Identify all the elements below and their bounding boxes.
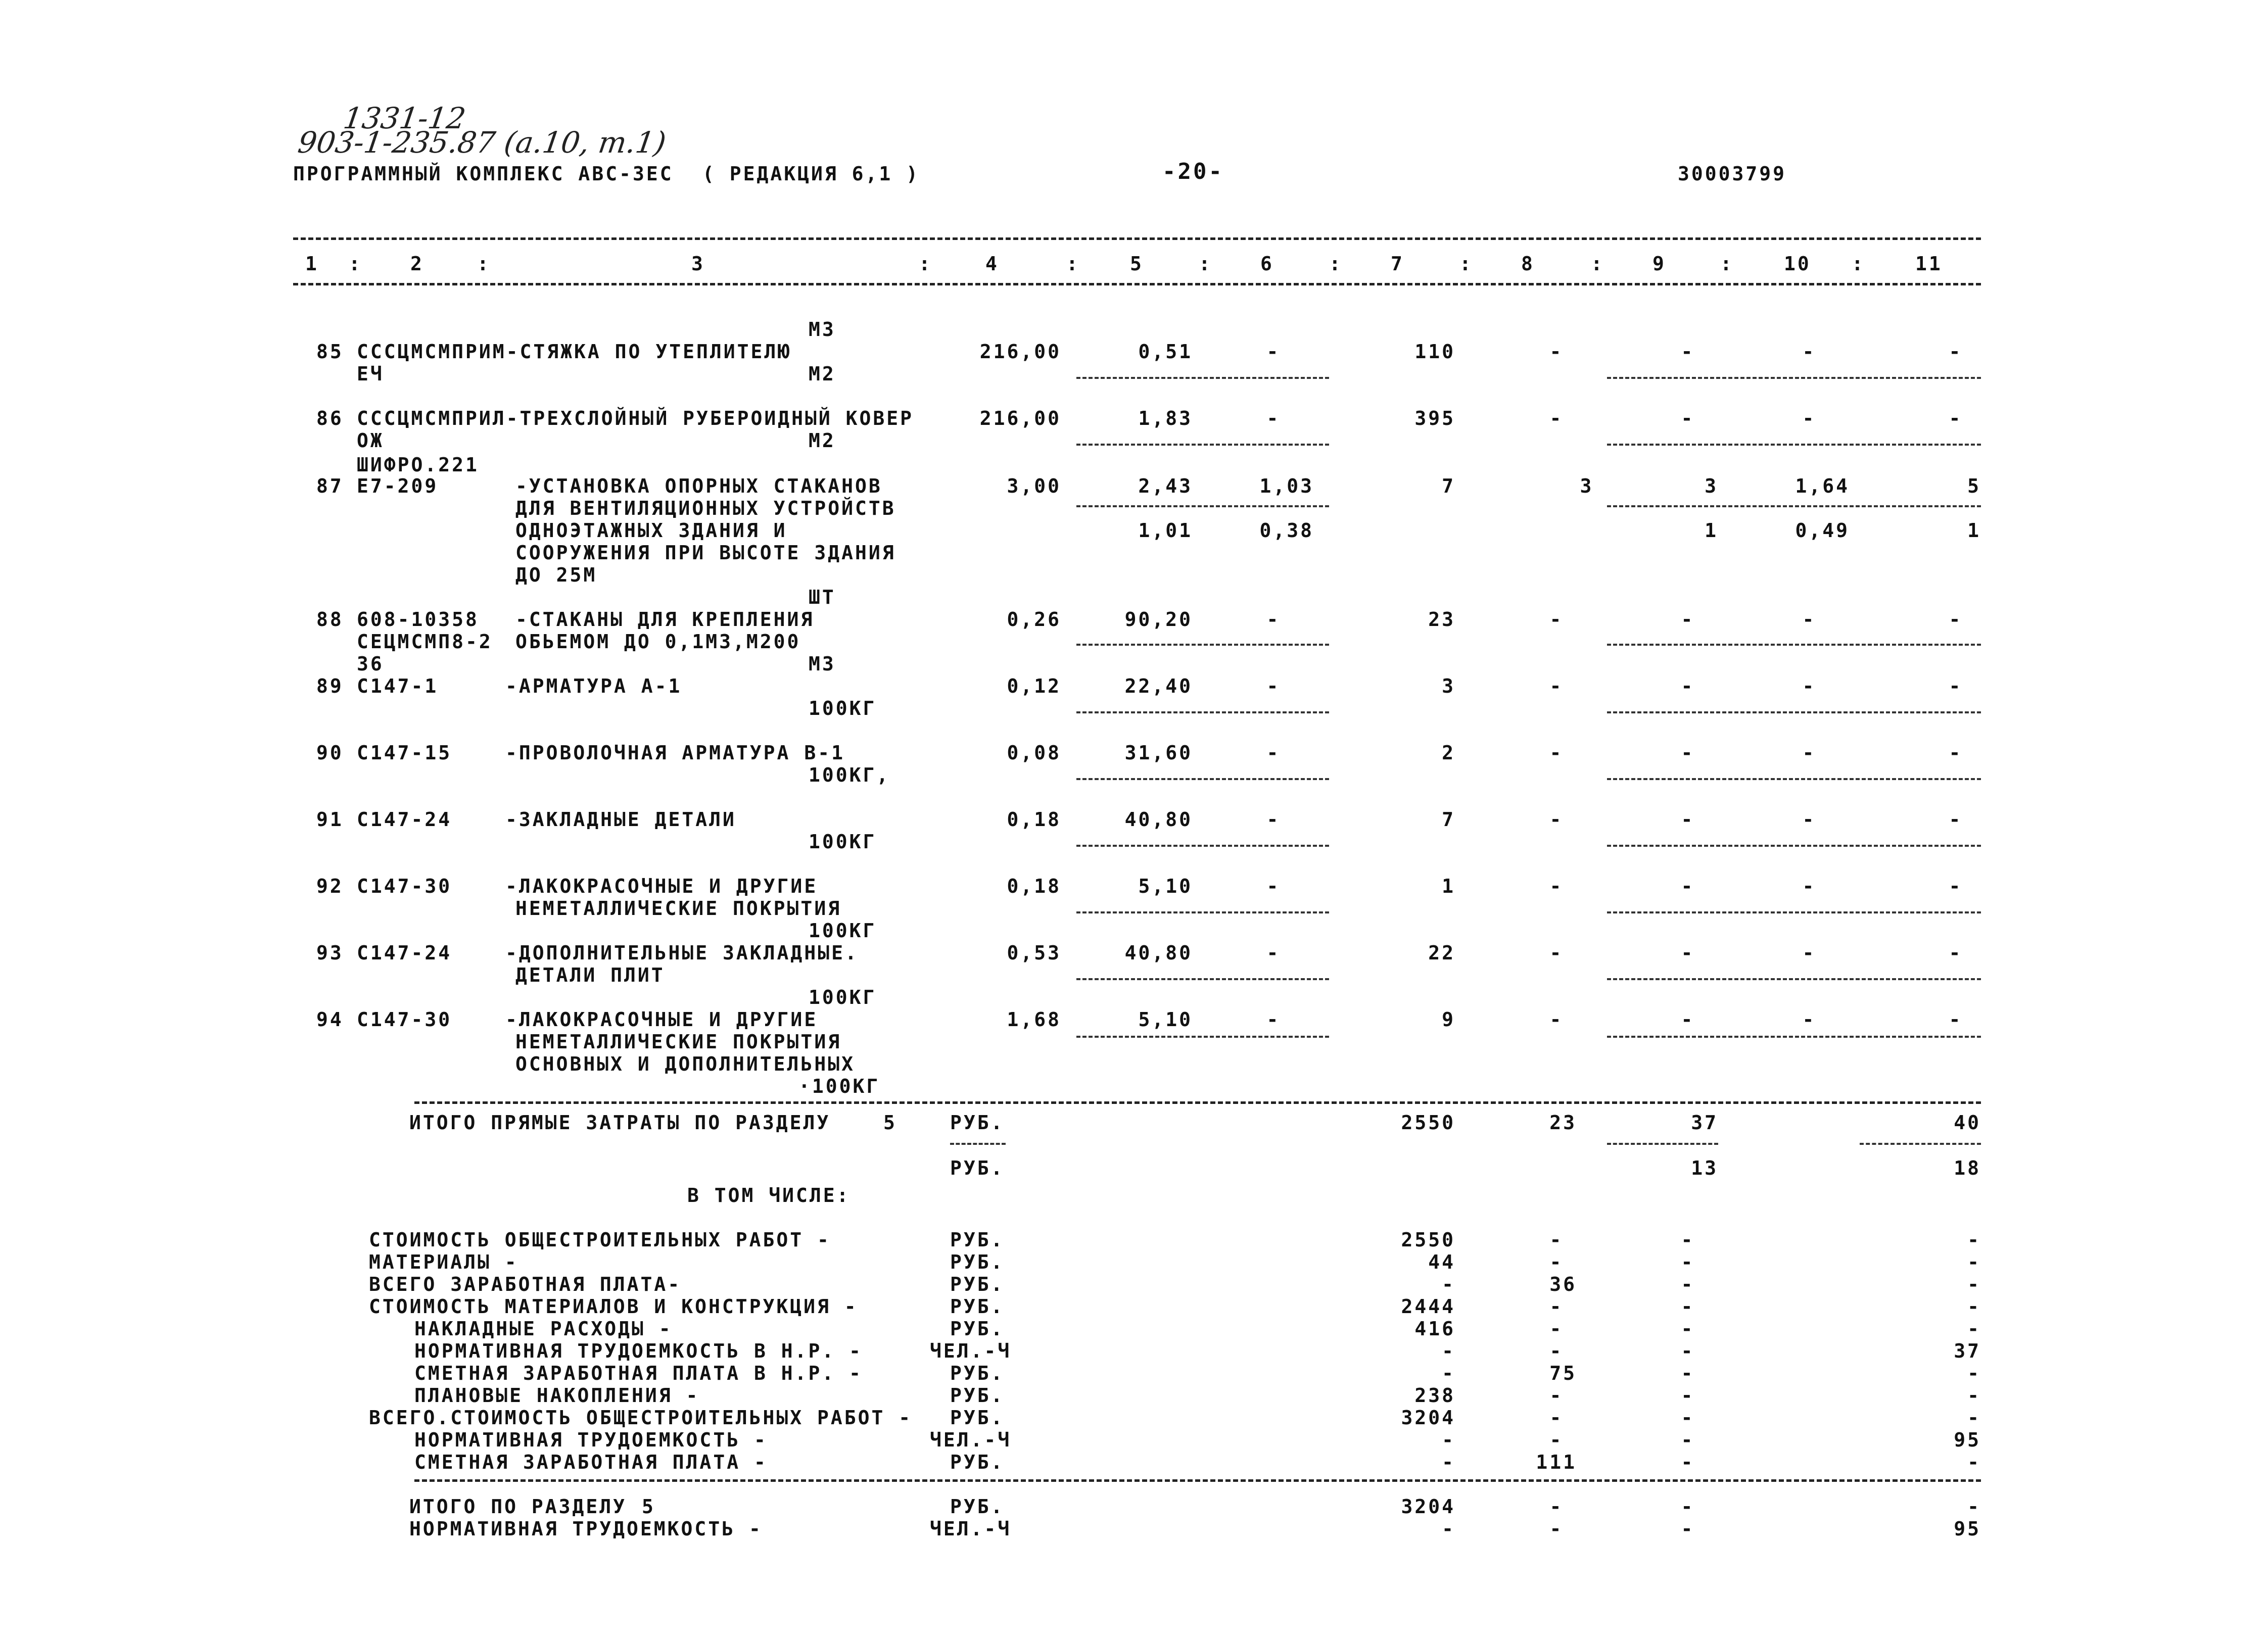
row-c11: - [1949, 942, 1963, 964]
row-code-cont: СЕЦМСМП8-2 [357, 631, 493, 653]
row-code: С147-24 [357, 808, 452, 831]
summary-unit: РУБ. [950, 1295, 1005, 1318]
summary-c7: 238 [1414, 1384, 1455, 1407]
row-desc: ДЛЯ ВЕНТИЛЯЦИОННЫХ УСТРОЙСТВ [515, 497, 896, 519]
norm-total-c9: - [1681, 1518, 1695, 1540]
row-c10: - [1802, 608, 1816, 631]
col-11: 11 [1915, 253, 1943, 275]
cell-rule [1076, 711, 1329, 713]
row-unit: ·100КГ [798, 1075, 880, 1097]
summary-c11: - [1967, 1384, 1981, 1407]
total-direct-unit-2: РУБ. [950, 1157, 1005, 1179]
summary-c9: - [1681, 1429, 1695, 1451]
summary-unit: РУБ. [950, 1318, 1005, 1340]
row-price: 90,20 [1124, 608, 1193, 631]
row-c7: 2 [1442, 742, 1455, 764]
row-desc: ОБЬЕМОМ ДО 0,1М3,М200 [515, 631, 801, 653]
row-price: 5,10 [1138, 875, 1193, 897]
row-price: 2,43 [1138, 475, 1193, 497]
row-c9: - [1681, 942, 1695, 964]
row-c7: 395 [1414, 407, 1455, 429]
row-c6: - [1266, 742, 1281, 764]
row-number: 92 [316, 875, 344, 897]
summary-c9: - [1681, 1407, 1695, 1429]
cell-rule [1076, 377, 1329, 379]
row-c8: - [1549, 875, 1564, 897]
summary-c9: - [1681, 1295, 1695, 1318]
row-c6: - [1266, 341, 1281, 363]
row-c11: - [1949, 608, 1963, 631]
cell-rule [950, 1143, 1006, 1145]
row-number: 89 [316, 675, 344, 697]
summary-unit: РУБ. [950, 1384, 1005, 1407]
row-price: 5,10 [1138, 1008, 1193, 1031]
col-sep: : [1720, 253, 1734, 275]
row-c8: - [1549, 942, 1564, 964]
row-qty: 0,18 [1007, 808, 1061, 831]
cell-rule [1607, 845, 1981, 847]
row-c8: - [1549, 675, 1564, 697]
summary-c11: - [1967, 1273, 1981, 1295]
row-c7: 7 [1442, 808, 1455, 831]
col-sep: : [1066, 253, 1080, 275]
row-c9: - [1681, 341, 1695, 363]
cell-rule [1607, 778, 1981, 780]
row-unit: М2 [809, 363, 836, 385]
row-c7: 1 [1442, 875, 1455, 897]
row-c11: - [1949, 675, 1963, 697]
col-8: 8 [1521, 253, 1535, 275]
summary-c11: - [1967, 1362, 1981, 1384]
col-4: 4 [985, 253, 999, 275]
summary-c8: - [1549, 1384, 1564, 1407]
total-direct-label: ИТОГО ПРЯМЫЕ ЗАТРАТЫ ПО РАЗДЕЛУ [409, 1112, 831, 1134]
row-unit: 100КГ [809, 831, 877, 853]
section-total-unit: РУБ. [950, 1495, 1005, 1518]
handwritten-note-1: 1331-12 [341, 101, 468, 135]
row-c6: - [1266, 407, 1281, 429]
summary-label: ВСЕГО ЗАРАБОТНАЯ ПЛАТА- [369, 1273, 682, 1295]
summary-c9: - [1681, 1318, 1695, 1340]
row-number: 86 [316, 407, 344, 429]
row-qty: 0,26 [1007, 608, 1061, 631]
including-heading: В ТОМ ЧИСЛЕ: [687, 1184, 850, 1206]
row-c10: - [1802, 808, 1816, 831]
summary-c11: - [1967, 1451, 1981, 1473]
row-desc: -ЗАКЛАДНЫЕ ДЕТАЛИ [505, 808, 736, 831]
section-total-label: ИТОГО ПО РАЗДЕЛУ [409, 1495, 627, 1518]
section-total-section: 5 [642, 1495, 655, 1518]
row-code: 608-10358 [357, 608, 479, 631]
row-c7: 23 [1428, 608, 1455, 631]
unit-top: М3 [809, 653, 836, 675]
row-c7: 22 [1428, 942, 1455, 964]
summary-c7: - [1442, 1340, 1455, 1362]
summary-c9: - [1681, 1384, 1695, 1407]
section-total-c11: - [1967, 1495, 1981, 1518]
summary-label: НОРМАТИВНАЯ ТРУДОЕМКОСТЬ - [414, 1429, 768, 1451]
row-number: 94 [316, 1008, 344, 1031]
row-c11: - [1949, 875, 1963, 897]
summary-c8: 111 [1536, 1451, 1577, 1473]
cell-rule [1607, 911, 1981, 913]
total-direct-c11: 40 [1954, 1112, 1981, 1134]
total-direct-c7: 2550 [1401, 1112, 1455, 1134]
row-c10: - [1802, 942, 1816, 964]
summary-unit: ЧЕЛ.-Ч [930, 1429, 1012, 1451]
row-code: С147-15 [357, 742, 452, 764]
row-qty: 0,53 [1007, 942, 1061, 964]
cell-rule [1860, 1143, 1981, 1145]
row-qty: 216,00 [979, 407, 1061, 429]
row-desc: -УСТАНОВКА ОПОРНЫХ СТАКАНОВ [515, 475, 882, 497]
summary-c7: 44 [1428, 1251, 1455, 1273]
row-unit: 100КГ [809, 986, 877, 1008]
row-c10-2: 0,49 [1795, 519, 1850, 542]
section-rule [414, 1479, 1981, 1482]
summary-c9: - [1681, 1229, 1695, 1251]
row-code: СССЦМСМПРИЛ-ТРЕХСЛОЙНЫЙ РУБЕРОИДНЫЙ КОВЕР [357, 407, 914, 429]
row-desc: ОСНОВНЫХ И ДОПОЛНИТЕЛЬНЫХ [515, 1053, 855, 1075]
summary-c7: - [1442, 1429, 1455, 1451]
row-desc: -СТАКАНЫ ДЛЯ КРЕПЛЕНИЯ [515, 608, 815, 631]
cell-rule [1076, 444, 1329, 446]
header-top-rule [293, 237, 1981, 240]
unit-top: М3 [809, 318, 836, 341]
row-code: С147-24 [357, 942, 452, 964]
row-c10: - [1802, 742, 1816, 764]
summary-c7: - [1442, 1451, 1455, 1473]
row-code-cont: ОЖ [357, 429, 384, 452]
row-c6: - [1266, 808, 1281, 831]
row-c11: - [1949, 341, 1963, 363]
row-price: 40,80 [1124, 808, 1193, 831]
row-qty: 0,12 [1007, 675, 1061, 697]
row-desc: -ДОПОЛНИТЕЛЬНЫЕ ЗАКЛАДНЫЕ. [505, 942, 859, 964]
row-c7: 3 [1442, 675, 1455, 697]
norm-total-label: НОРМАТИВНАЯ ТРУДОЕМКОСТЬ - [409, 1518, 763, 1540]
page-number: -20- [1162, 159, 1224, 184]
summary-unit: РУБ. [950, 1251, 1005, 1273]
row-c6: 1,03 [1259, 475, 1314, 497]
handwritten-note-2: 903-1-235.87 (а.10, т.1) [296, 125, 669, 160]
cell-rule [1076, 978, 1329, 980]
col-sep: : [1199, 253, 1212, 275]
summary-c9: - [1681, 1251, 1695, 1273]
row-desc: НЕМЕТАЛЛИЧЕСКИЕ ПОКРЫТИЯ [515, 1031, 842, 1053]
row-c9: - [1681, 875, 1695, 897]
col-1: 1 [305, 253, 319, 275]
row-c8: - [1549, 608, 1564, 631]
row-price: 0,51 [1138, 341, 1193, 363]
section-total-c9: - [1681, 1495, 1695, 1518]
col-2: 2 [410, 253, 424, 275]
row-c11: - [1949, 407, 1963, 429]
total-direct-c11-2: 18 [1954, 1157, 1981, 1179]
row-c8: - [1549, 341, 1564, 363]
row-c8: - [1549, 808, 1564, 831]
col-10: 10 [1784, 253, 1811, 275]
col-9: 9 [1652, 253, 1666, 275]
total-direct-section: 5 [883, 1112, 897, 1134]
cell-rule [1607, 644, 1981, 646]
summary-label: ВСЕГО.СТОИМОСТЬ ОБЩЕСТРОИТЕЛЬНЫХ РАБОТ - [369, 1407, 913, 1429]
summary-c8: - [1549, 1229, 1564, 1251]
document-code: 30003799 [1678, 163, 1787, 185]
summary-c8: - [1549, 1407, 1564, 1429]
summary-label: СМЕТНАЯ ЗАРАБОТНАЯ ПЛАТА В Н.Р. - [414, 1362, 863, 1384]
cell-rule [1076, 505, 1329, 507]
row-qty: 3,00 [1007, 475, 1061, 497]
row-c10: - [1802, 675, 1816, 697]
col-sep: : [1852, 253, 1865, 275]
row-desc: ОДНОЭТАЖНЫХ ЗДАНИЯ И [515, 519, 787, 542]
row-c10: - [1802, 1008, 1816, 1031]
row-desc: ДО 25М [515, 564, 597, 586]
row-c6: - [1266, 875, 1281, 897]
row-qty: 0,18 [1007, 875, 1061, 897]
row-price: 40,80 [1124, 942, 1193, 964]
row-code-cont: 36 [357, 653, 384, 675]
row-c9: - [1681, 1008, 1695, 1031]
row-desc: ДЕТАЛИ ПЛИТ [515, 964, 665, 986]
summary-unit: РУБ. [950, 1273, 1005, 1295]
row-c11: - [1949, 1008, 1963, 1031]
row-qty: 216,00 [979, 341, 1061, 363]
cell-rule [1076, 644, 1329, 646]
summary-unit: РУБ. [950, 1407, 1005, 1429]
summary-c7: 2444 [1401, 1295, 1455, 1318]
summary-label: НАКЛАДНЫЕ РАСХОДЫ - [414, 1318, 673, 1340]
row-c8: - [1549, 1008, 1564, 1031]
col-sep: : [1591, 253, 1604, 275]
summary-c8: - [1549, 1340, 1564, 1362]
row-number: 90 [316, 742, 344, 764]
row-c6: - [1266, 1008, 1281, 1031]
cell-rule [1607, 1143, 1718, 1145]
program-title: ПРОГРАММНЫЙ КОМПЛЕКС АВС-3ЕС [293, 163, 674, 185]
row-code-cont: ЕЧ [357, 363, 384, 385]
summary-c11: - [1967, 1318, 1981, 1340]
section-rule [414, 1101, 1981, 1104]
row-code: С147-30 [357, 1008, 452, 1031]
row-c6: - [1266, 675, 1281, 697]
cell-rule [1607, 505, 1981, 507]
summary-c9: - [1681, 1362, 1695, 1384]
cell-rule [1607, 1036, 1981, 1038]
col-sep: : [477, 253, 491, 275]
header-bottom-rule [293, 283, 1981, 285]
summary-c8: - [1549, 1251, 1564, 1273]
row-price: 1,83 [1138, 407, 1193, 429]
section-total-c8: - [1549, 1495, 1564, 1518]
row-desc: СООРУЖЕНИЯ ПРИ ВЫСОТЕ ЗДАНИЯ [515, 542, 896, 564]
row-code: С147-1 [357, 675, 439, 697]
row-code: С147-30 [357, 875, 452, 897]
summary-c9: - [1681, 1340, 1695, 1362]
summary-label: ПЛАНОВЫЕ НАКОПЛЕНИЯ - [414, 1384, 700, 1407]
summary-label: СТОИМОСТЬ МАТЕРИАЛОВ И КОНСТРУКЦИЯ - [369, 1295, 858, 1318]
row-c11-2: 1 [1967, 519, 1981, 542]
summary-c11: - [1967, 1295, 1981, 1318]
row-c11: - [1949, 742, 1963, 764]
summary-label: СТОИМОСТЬ ОБЩЕСТРОИТЕЛЬНЫХ РАБОТ - [369, 1229, 831, 1251]
total-direct-c9: 37 [1691, 1112, 1718, 1134]
summary-c8: - [1549, 1318, 1564, 1340]
row-c9: - [1681, 608, 1695, 631]
row-c6-2: 0,38 [1259, 519, 1314, 542]
row-c7: 9 [1442, 1008, 1455, 1031]
summary-c9: - [1681, 1273, 1695, 1295]
row-desc: -ЛАКОКРАСОЧНЫЕ И ДРУГИЕ [505, 875, 818, 897]
summary-c8: - [1549, 1429, 1564, 1451]
row-c10: 1,64 [1795, 475, 1850, 497]
row-c8: 3 [1580, 475, 1594, 497]
norm-total-c7: - [1442, 1518, 1455, 1540]
cell-rule [1076, 1036, 1329, 1038]
row-number: 91 [316, 808, 344, 831]
row-unit: 100КГ [809, 697, 877, 719]
row-c9: - [1681, 742, 1695, 764]
summary-c7: - [1442, 1362, 1455, 1384]
row-c9: - [1681, 675, 1695, 697]
row-c6: - [1266, 942, 1281, 964]
summary-c11: - [1967, 1407, 1981, 1429]
summary-c8: 75 [1549, 1362, 1577, 1384]
cell-rule [1607, 444, 1981, 446]
col-sep: : [919, 253, 932, 275]
summary-label: НОРМАТИВНАЯ ТРУДОЕМКОСТЬ В Н.Р. - [414, 1340, 863, 1362]
row-number: 93 [316, 942, 344, 964]
row-c8: - [1549, 742, 1564, 764]
row-price: 22,40 [1124, 675, 1193, 697]
row-unit: М2 [809, 429, 836, 452]
summary-unit: РУБ. [950, 1362, 1005, 1384]
row-c8: - [1549, 407, 1564, 429]
cell-rule [1607, 978, 1981, 980]
row-code-pre: ШИФРО.221 [357, 454, 479, 476]
row-price-2: 1,01 [1138, 519, 1193, 542]
summary-c7: 3204 [1401, 1407, 1455, 1429]
col-sep: : [1459, 253, 1473, 275]
row-desc: -ПРОВОЛОЧНАЯ АРМАТУРА В-1 [505, 742, 845, 764]
total-direct-unit: РУБ. [950, 1112, 1005, 1134]
row-c11: 5 [1967, 475, 1981, 497]
cell-rule [1607, 377, 1981, 379]
row-qty: 1,68 [1007, 1008, 1061, 1031]
summary-c11: - [1967, 1229, 1981, 1251]
summary-c9: - [1681, 1451, 1695, 1473]
col-6: 6 [1260, 253, 1274, 275]
row-c7: 7 [1442, 475, 1455, 497]
row-desc: -ЛАКОКРАСОЧНЫЕ И ДРУГИЕ [505, 1008, 818, 1031]
row-unit: ШТ [809, 586, 836, 608]
row-c9: - [1681, 407, 1695, 429]
row-c9: - [1681, 808, 1695, 831]
norm-total-c11: 95 [1954, 1518, 1981, 1540]
row-c10: - [1802, 875, 1816, 897]
row-code: СССЦМСМПРИМ-СТЯЖКА ПО УТЕПЛИТЕЛЮ [357, 341, 792, 363]
norm-total-unit: ЧЕЛ.-Ч [930, 1518, 1012, 1540]
row-c10: - [1802, 407, 1816, 429]
row-c10: - [1802, 341, 1816, 363]
col-sep: : [349, 253, 362, 275]
summary-label: МАТЕРИАЛЫ - [369, 1251, 518, 1273]
summary-c11: 37 [1954, 1340, 1981, 1362]
section-total-c7: 3204 [1401, 1495, 1455, 1518]
summary-unit: РУБ. [950, 1451, 1005, 1473]
col-7: 7 [1391, 253, 1404, 275]
row-c7: 110 [1414, 341, 1455, 363]
total-direct-c8: 23 [1549, 1112, 1577, 1134]
row-desc: -АРМАТУРА А-1 [505, 675, 682, 697]
summary-unit: РУБ. [950, 1229, 1005, 1251]
cell-rule [1076, 911, 1329, 913]
edition-label: ( РЕДАКЦИЯ 6,1 ) [702, 163, 920, 185]
summary-c7: 416 [1414, 1318, 1455, 1340]
row-desc: НЕМЕТАЛЛИЧЕСКИЕ ПОКРЫТИЯ [515, 897, 842, 920]
row-code: Е7-209 [357, 475, 439, 497]
summary-unit: ЧЕЛ.-Ч [930, 1340, 1012, 1362]
summary-c7: - [1442, 1273, 1455, 1295]
col-3: 3 [691, 253, 705, 275]
row-unit: 100КГ [809, 920, 877, 942]
cell-rule [1076, 845, 1329, 847]
row-c9-2: 1 [1705, 519, 1718, 542]
summary-c8: 36 [1549, 1273, 1577, 1295]
cell-rule [1076, 778, 1329, 780]
row-qty: 0,08 [1007, 742, 1061, 764]
norm-total-c8: - [1549, 1518, 1564, 1540]
row-number: 85 [316, 341, 344, 363]
summary-label: СМЕТНАЯ ЗАРАБОТНАЯ ПЛАТА - [414, 1451, 768, 1473]
row-c11: - [1949, 808, 1963, 831]
summary-c11: - [1967, 1251, 1981, 1273]
col-sep: : [1329, 253, 1343, 275]
row-c6: - [1266, 608, 1281, 631]
total-direct-c9-2: 13 [1691, 1157, 1718, 1179]
row-unit: 100КГ, [809, 764, 890, 786]
summary-c11: 95 [1954, 1429, 1981, 1451]
row-number: 88 [316, 608, 344, 631]
row-c9: 3 [1705, 475, 1718, 497]
summary-c8: - [1549, 1295, 1564, 1318]
row-number: 87 [316, 475, 344, 497]
cell-rule [1607, 711, 1981, 713]
row-price: 31,60 [1124, 742, 1193, 764]
col-5: 5 [1130, 253, 1144, 275]
summary-c7: 2550 [1401, 1229, 1455, 1251]
